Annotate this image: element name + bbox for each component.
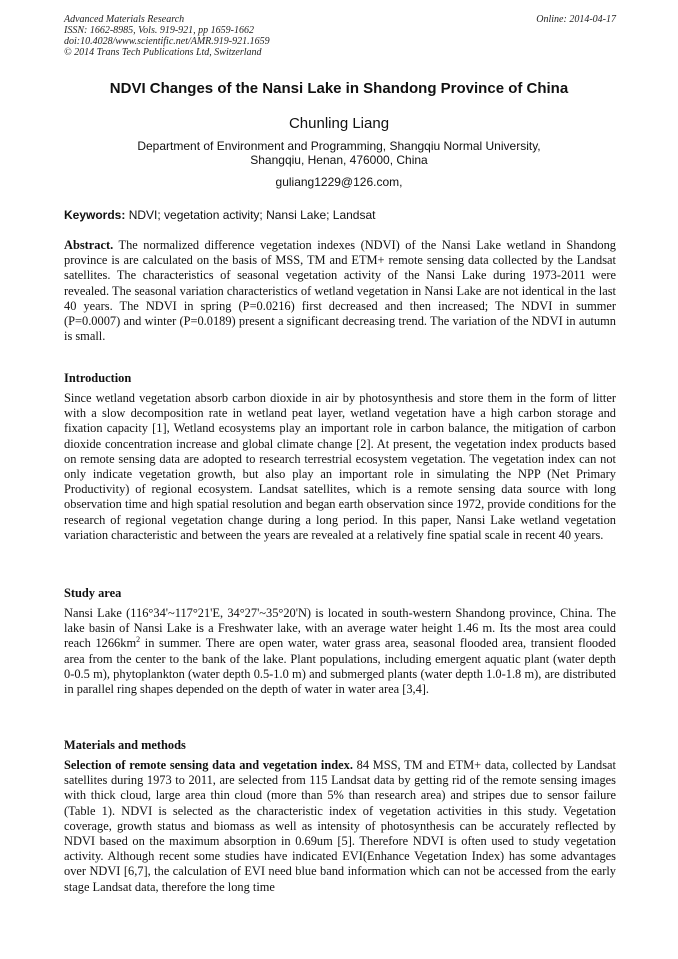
affiliation-line-2: Shangqiu, Henan, 476000, China [250,153,428,167]
abstract-text: The normalized difference vegetation indexes (NDVI) of the Nansi Lake wetland in Shandong province is are calculated on the basis of MSS, TM and ETM+ remote sensing data collected by the Landsat satellites. The characteristics of seasonal vegetation activity of the Nansi Lake during 1973-2011 were revealed. The seasonal variation characteristics of wetland vegetation in Nansi Lake are not identical in the last 40 years. The NDVI in spring (P=0.0216) first decreased and then increased; The NDVI in summer (P=0.0007) and winter (P=0.0189) present a significant decreasing trend. The variation of the NDVI in autumn is small. [64,238,616,344]
author-name: Chunling Liang [288,115,390,132]
keywords [64,208,616,222]
study-area-text-part1: Nansi Lake (116°34'~117°21'E, 34°27'~35°20'N) is located in south-western Shandong province, China. The lake basin of Nansi Lake is a Freshwater lake, with an average water height 1.46 m. Its the most area could reach 1266km [64,606,616,651]
issn-line: ISSN: 1662-8985, Vols. 919-921, pp 1659-1662 [64,25,254,36]
introduction-text: Since wetland vegetation absorb carbon dioxide in air by photosynthesis and store them in the form of litter with a slow decomposition rate in wetland peat layer, wetland vegetation have a high carbon storage and fixation capacity [1], Wetland ecosystems play an important role in carbon balance, the mitigation of carbon dioxide concentration increase and global climate change [2]. At present, the vegetation index products based on remote sensing data are adopted to research terrestrial ecosystem vegetation. The vegetation index can not only indicate vegetation growth, but also play an important role in simulating the NPP (Net Primary Productivity) of regional ecosystem. Landsat satellites, which is a remote sensing data source with long observation time and high spatial resolution and began earth observation since 1972, provide conditions for the research of regional vegetation change during a long period. In this paper, Nansi Lake wetland vegetation variation characteristic and between the years are revealed at a relatively fine spatial scale in recent 40 years. [64,391,616,542]
study-area-text [64,606,616,697]
study-area-text-part2: in summer. There are open water, water grass area, seasonal flooded area, transient flooded area from the center to the bank of the lake. Plant populations, including emergent aquatic plant (water depth 0-0.5 m), phytoplankton (water depth 0.5-1.0 m) and submerged plants (water depth 1.0-1.8 m), are distributed in parallel ring shapes depended on the depth of water in water area [3,4]. [64,636,616,697]
online-date: Online: 2014-04-17 [536,14,616,25]
paper-title: NDVI Changes of the Nansi Lake in Shandong Province of China [109,80,569,97]
keywords-label: Keywords: [64,208,126,222]
author-email[interactable]: guliang1229@126.com, [275,175,403,189]
materials-heading: Materials and methods [64,738,186,752]
keywords-text: NDVI; vegetation activity; Nansi Lake; Landsat [125,208,376,222]
abstract-label: Abstract. [64,238,114,252]
doi-line: doi:10.4028/www.scientific.net/AMR.919-921.1659 [64,36,270,47]
abstract [64,238,616,344]
journal-name: Advanced Materials Research [64,14,185,25]
study-area-heading: Study area [64,586,122,600]
journal-header [64,14,616,58]
introduction-heading: Introduction [64,371,132,385]
materials-body: 84 MSS, TM and ETM+ data, collected by Landsat satellites during 1973 to 2011, are selected from 115 Landsat data by getting rid of the remote sensing images with thick cloud, large area thin cloud (more than 5% than research area) and stripes due to sensor failure (Table 1). NDVI is selected as the characteristic index of vegetation activities in this study. Vegetation coverage, growth status and biomass as well as intensity of photosynthesis can be accurately reflected by NDVI based on the maximum absorption in 0.69um [5]. Therefore NDVI is often used to study vegetation activity. Although recent some studies have indicated EVI(Enhance Vegetation Index) has some advantages over NDVI [6,7], the calculation of EVI need blue band information which can not be accessed from the early stage Landsat data, therefore the long time [64,758,616,894]
copyright-line: © 2014 Trans Tech Publications Ltd, Switzerland [64,47,262,58]
superscript: 2 [136,635,141,645]
materials-subheading: Selection of remote sensing data and vegetation index. [64,758,353,772]
materials-text [64,758,616,895]
affiliation-line-1: Department of Environment and Programming, Shangqiu Normal University, [137,139,541,153]
affiliation [60,139,618,167]
